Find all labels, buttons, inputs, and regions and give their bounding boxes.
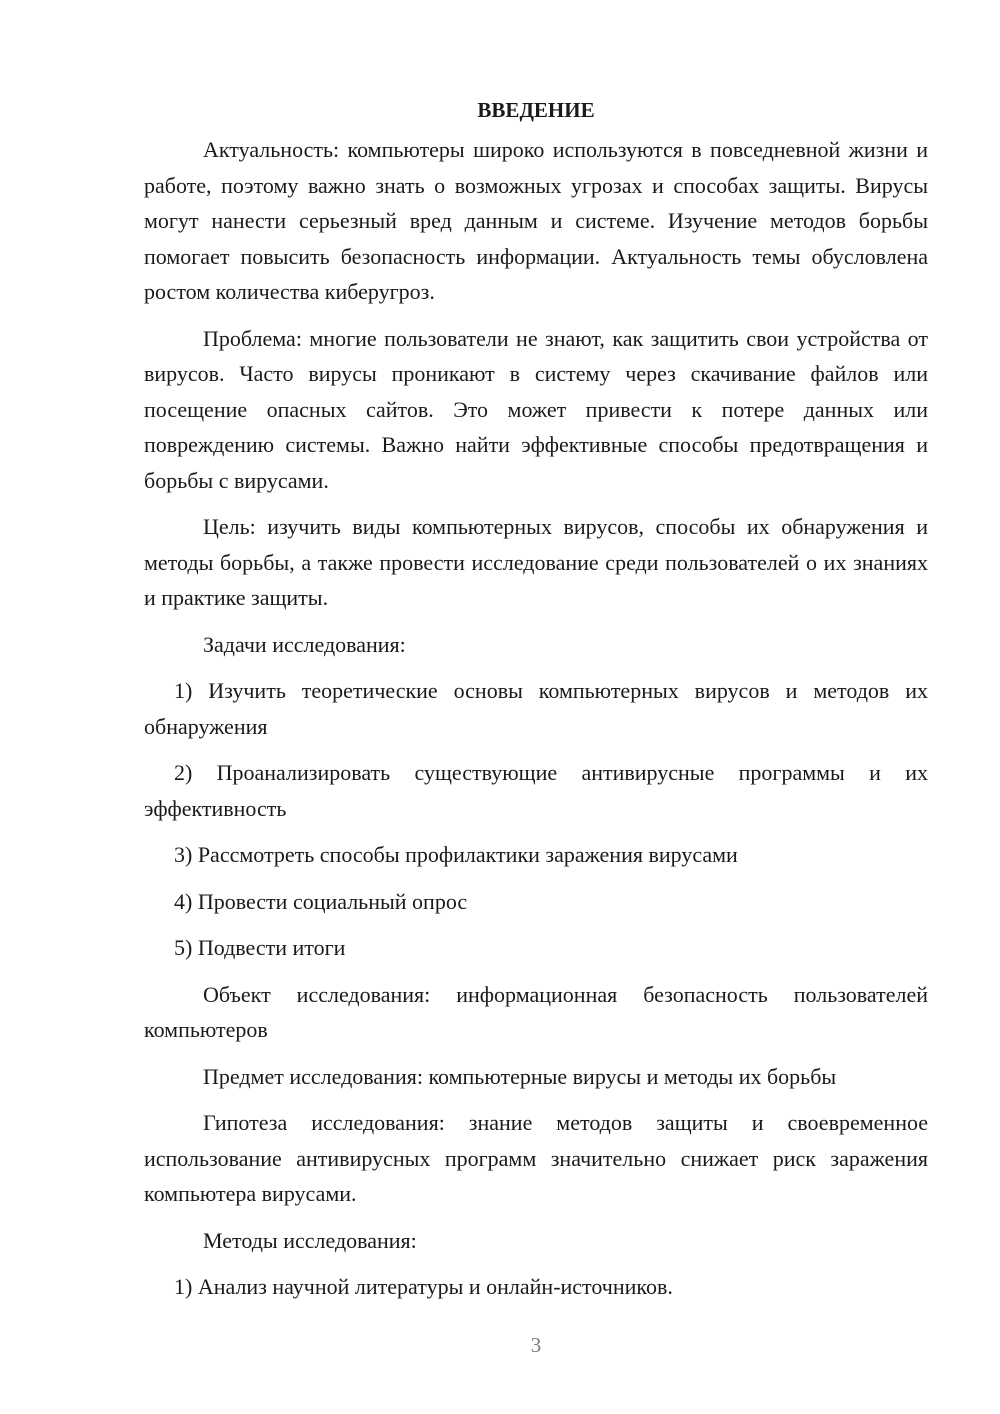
task-item-5: 5) Подвести итоги [174,935,346,960]
paragraph-subject: Предмет исследования: компьютерные вирусы и методы их борьбы [203,1063,837,1089]
task-item-1: 1) Изучить теоретические основы компьютерных вирусов и методов их обнаружения [144,678,928,739]
paragraph-hypothesis: Гипотеза исследования: знание методов защиты и своевременное использование антивирусных программ значительно снижает риск заражения компьютера вирусами. [144,1110,928,1206]
paragraph-object: Объект исследования: информационная безопасность пользователей компьютеров [144,981,928,1042]
task-item-2: 2) Проанализировать существующие антивирусные программы и их эффективность [144,760,928,821]
paragraph-problem: Проблема: многие пользователи не знают, как защитить свои устройства от вирусов. Часто вирусы проникают в систему через скачивание файлов или посещение опасных сайтов. Это может привести к потере данных или повреждению системы. Важно найти эффективные способы предотвращения и борьбы с вирусами. [144,325,928,493]
page-number: 3 [530,1333,542,1357]
paragraph-goal: Цель: изучить виды компьютерных вирусов, способы их обнаружения и методы борьбы, а также провести исследование среди пользователей о их знаниях и практике защиты. [144,514,928,610]
method-item-1: 1) Анализ научной литературы и онлайн-источников. [174,1274,673,1299]
paragraph-relevance: Актуальность: компьютеры широко используются в повседневной жизни и работе, поэтому важно знать о возможных угрозах и способах защиты. Вирусы могут нанести серьезный вред данным и системе. Изучение методов борьбы помогает повысить безопасность информации. Актуальность темы обусловлена ростом количества киберугроз. [144,137,928,304]
task-item-4: 4) Провести социальный опрос [174,888,468,914]
methods-heading: Методы исследования: [203,1227,417,1253]
task-item-3: 3) Рассмотреть способы профилактики заражения вирусами [174,842,738,867]
section-title: ВВЕДЕНИЕ [477,98,595,122]
document-page [144,92,928,1316]
tasks-heading: Задачи исследования: [203,631,406,657]
